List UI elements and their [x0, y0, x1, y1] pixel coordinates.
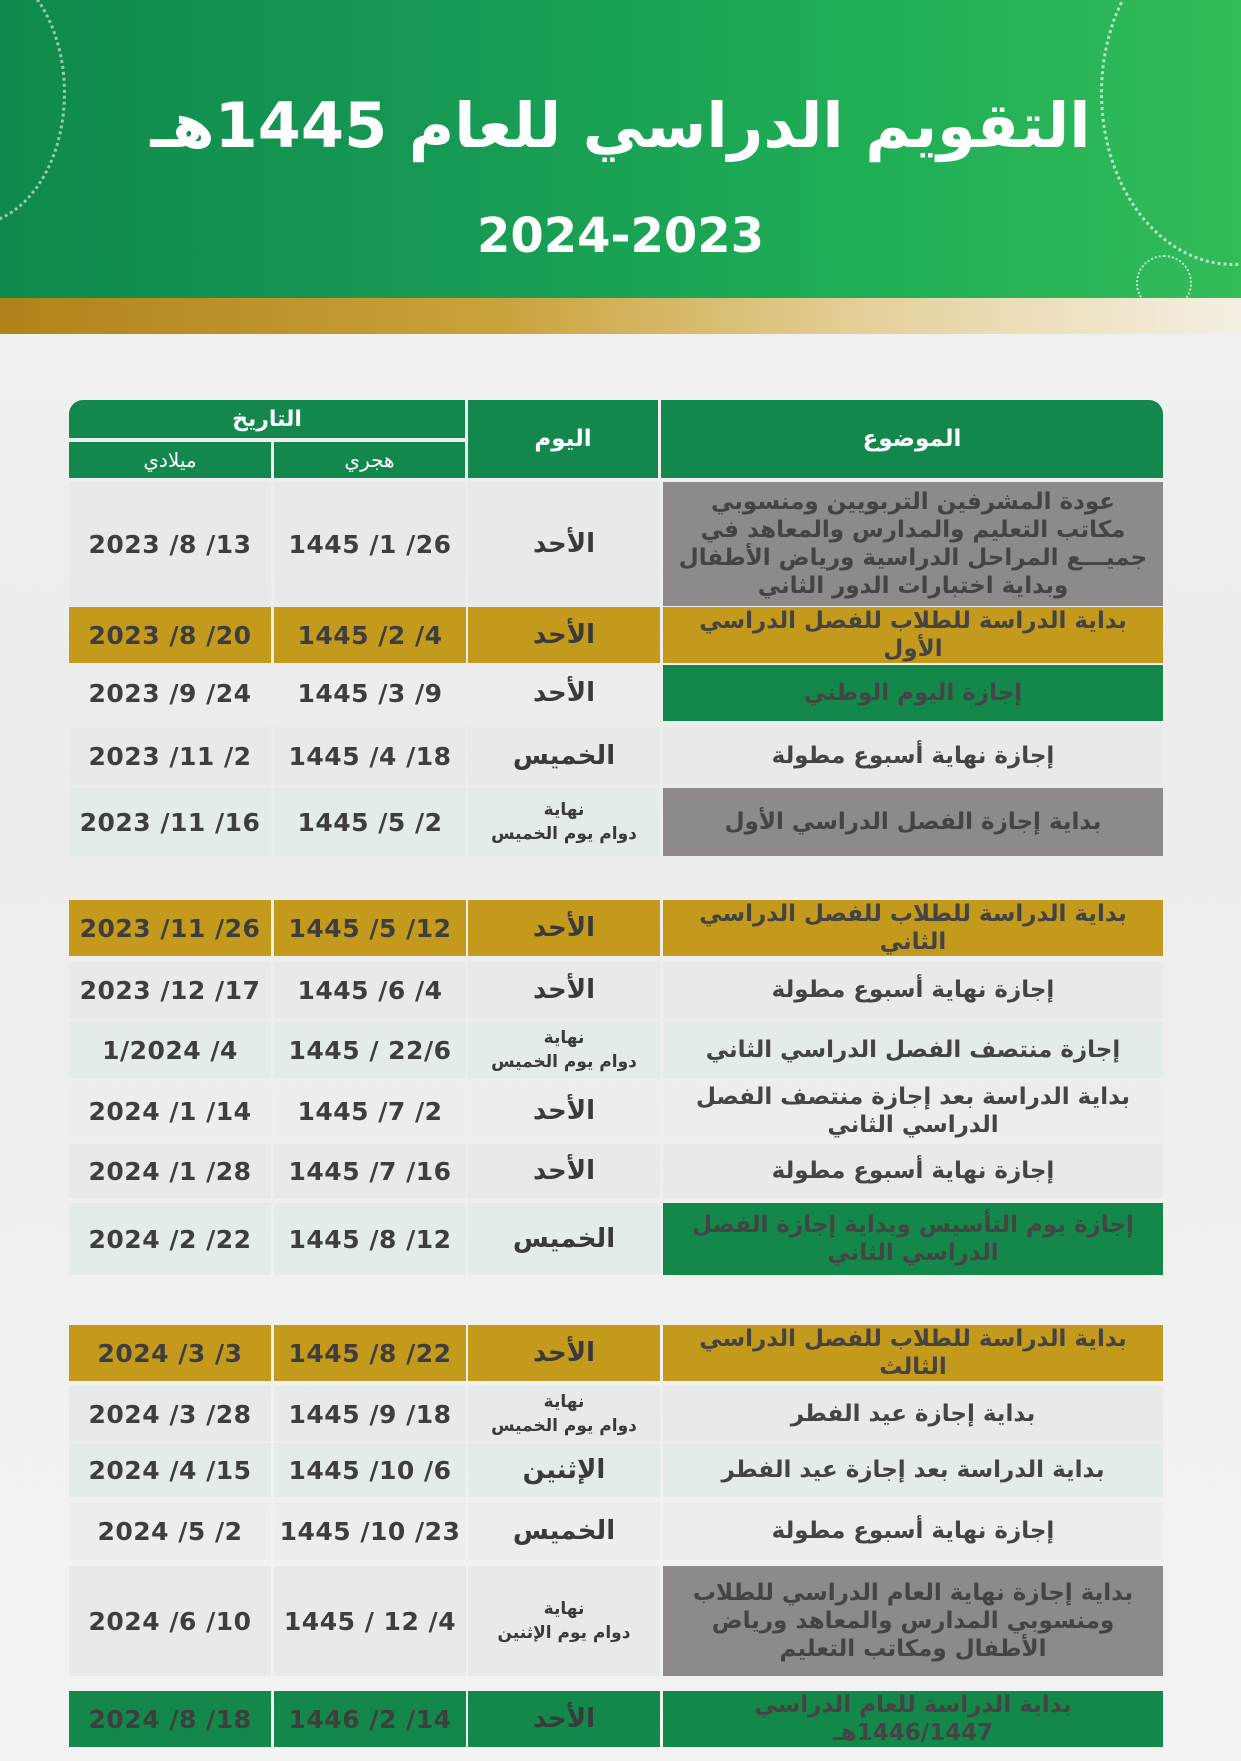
day-note: دوام يوم الخميس: [491, 1052, 637, 1072]
day-cell: الأحد: [468, 1082, 660, 1140]
page-subtitle-years: 2024-2023: [476, 208, 765, 264]
topic-cell: بداية الدراسة بعد إجازة عيد الفطر: [663, 1443, 1163, 1497]
hijri-date-cell: 22/ 8/ 1445: [274, 1325, 466, 1381]
gregorian-date-cell: 15/ 4/ 2024: [69, 1443, 271, 1497]
day-cell: الأحد: [468, 1144, 660, 1198]
gregorian-date-cell: 2/ 11/ 2023: [69, 727, 271, 785]
gregorian-date-cell: 10/ 6/ 2024: [69, 1566, 271, 1676]
topic-cell: بداية الدراسة بعد إجازة منتصف الفصل الدراسي الثاني: [663, 1082, 1163, 1140]
topic-cell: إجازة يوم التأسيس وبداية إجازة الفصل الدراسي الثاني: [663, 1203, 1163, 1275]
hijri-date-cell: 2/ 7/ 1445: [274, 1082, 466, 1140]
header-day: اليوم: [468, 400, 658, 478]
gregorian-date-cell: 18/ 8/ 2024: [69, 1691, 271, 1747]
day-cell: [468, 1022, 660, 1078]
hijri-date-cell: 18/ 4/ 1445: [274, 727, 466, 785]
day-cell: [468, 1566, 660, 1676]
gregorian-date-cell: 22/ 2/ 2024: [69, 1203, 271, 1275]
day-label: نهاية: [543, 1392, 585, 1412]
topic-cell: بداية الدراسة للعام الدراسي 1446/1447هـ: [663, 1691, 1163, 1747]
topic-cell: عودة المشرفين التربويين ومنسوبي مكاتب التعليم والمدارس والمعاهد في جميـــع المراحل الدراسية ورياض الأطفال وبداية اختبارات الدور الثاني: [663, 482, 1163, 606]
page-title: التقويم الدراسي للعام 1445هـ: [150, 89, 1091, 162]
day-note: دوام يوم الخميس: [491, 824, 637, 844]
gregorian-date-cell: 24/ 9/ 2023: [69, 665, 271, 721]
day-cell: [468, 788, 660, 856]
hijri-date-cell: 9/ 3/ 1445: [274, 665, 466, 721]
hijri-date-cell: 18/ 9/ 1445: [274, 1386, 466, 1442]
day-cell: الأحد: [468, 1325, 660, 1381]
hijri-date-cell: 2/ 5/ 1445: [274, 788, 466, 856]
topic-cell: بداية الدراسة للطلاب للفصل الدراسي الثالث: [663, 1325, 1163, 1381]
gregorian-date-cell: 14/ 1/ 2024: [69, 1082, 271, 1140]
hijri-date-cell: 12/ 5/ 1445: [274, 900, 466, 956]
page-header: [0, 0, 1241, 298]
topic-cell: إجازة نهاية أسبوع مطولة: [663, 727, 1163, 785]
day-note: دوام يوم الإثنين: [497, 1623, 631, 1643]
header-topic: الموضوع: [661, 400, 1163, 478]
day-cell: الأحد: [468, 607, 660, 663]
header-hijri: هجري: [274, 442, 465, 478]
topic-cell: بداية الدراسة للطلاب للفصل الدراسي الثاني: [663, 900, 1163, 956]
gregorian-date-cell: 3/ 3/ 2024: [69, 1325, 271, 1381]
header-date: التاريخ: [69, 400, 465, 438]
gregorian-date-cell: 2/ 5/ 2024: [69, 1502, 271, 1560]
header-gregorian: ميلادي: [69, 442, 271, 478]
gregorian-date-cell: 16/ 11/ 2023: [69, 788, 271, 856]
topic-cell: بداية الدراسة للطلاب للفصل الدراسي الأول: [663, 607, 1163, 663]
gregorian-date-cell: 17/ 12/ 2023: [69, 962, 271, 1018]
topic-cell: إجازة نهاية أسبوع مطولة: [663, 1144, 1163, 1198]
topic-cell: إجازة اليوم الوطني: [663, 665, 1163, 721]
day-cell: الإثنين: [468, 1443, 660, 1497]
hijri-date-cell: 26/ 1/ 1445: [274, 482, 466, 606]
day-cell: الأحد: [468, 665, 660, 721]
topic-cell: بداية إجازة نهاية العام الدراسي للطلاب ومنسوبي المدارس والمعاهد ورياض الأطفال ومكاتب التعليم: [663, 1566, 1163, 1676]
day-cell: الأحد: [468, 962, 660, 1018]
day-label: نهاية: [543, 1028, 585, 1048]
day-cell: الخميس: [468, 1203, 660, 1275]
day-cell: الخميس: [468, 1502, 660, 1560]
day-label: نهاية: [543, 1599, 585, 1619]
day-cell: الخميس: [468, 727, 660, 785]
hijri-date-cell: 14/ 2/ 1446: [274, 1691, 466, 1747]
day-label: نهاية: [543, 800, 585, 820]
topic-cell: إجازة منتصف الفصل الدراسي الثاني: [663, 1022, 1163, 1078]
day-cell: الأحد: [468, 482, 660, 606]
day-cell: الأحد: [468, 900, 660, 956]
gregorian-date-cell: 20/ 8/ 2023: [69, 607, 271, 663]
day-note: دوام يوم الخميس: [491, 1416, 637, 1436]
hijri-date-cell: 4/ 12 / 1445: [274, 1566, 466, 1676]
gregorian-date-cell: 4/ 1/2024: [69, 1022, 271, 1078]
hijri-date-cell: 4/ 2/ 1445: [274, 607, 466, 663]
gold-divider-bar: [0, 298, 1241, 334]
hijri-date-cell: 22/6 / 1445: [274, 1022, 466, 1078]
day-cell: الأحد: [468, 1691, 660, 1747]
topic-cell: بداية إجازة عيد الفطر: [663, 1386, 1163, 1442]
topic-cell: إجازة نهاية أسبوع مطولة: [663, 1502, 1163, 1560]
gregorian-date-cell: 26/ 11/ 2023: [69, 900, 271, 956]
topic-cell: إجازة نهاية أسبوع مطولة: [663, 962, 1163, 1018]
gregorian-date-cell: 28/ 3/ 2024: [69, 1386, 271, 1442]
hijri-date-cell: 4/ 6/ 1445: [274, 962, 466, 1018]
hijri-date-cell: 23/ 10/ 1445: [274, 1502, 466, 1560]
topic-cell: بداية إجازة الفصل الدراسي الأول: [663, 788, 1163, 856]
gregorian-date-cell: 13/ 8/ 2023: [69, 482, 271, 606]
hijri-date-cell: 12/ 8/ 1445: [274, 1203, 466, 1275]
day-cell: [468, 1386, 660, 1442]
hijri-date-cell: 6/ 10/ 1445: [274, 1443, 466, 1497]
hijri-date-cell: 16/ 7/ 1445: [274, 1144, 466, 1198]
gregorian-date-cell: 28/ 1/ 2024: [69, 1144, 271, 1198]
